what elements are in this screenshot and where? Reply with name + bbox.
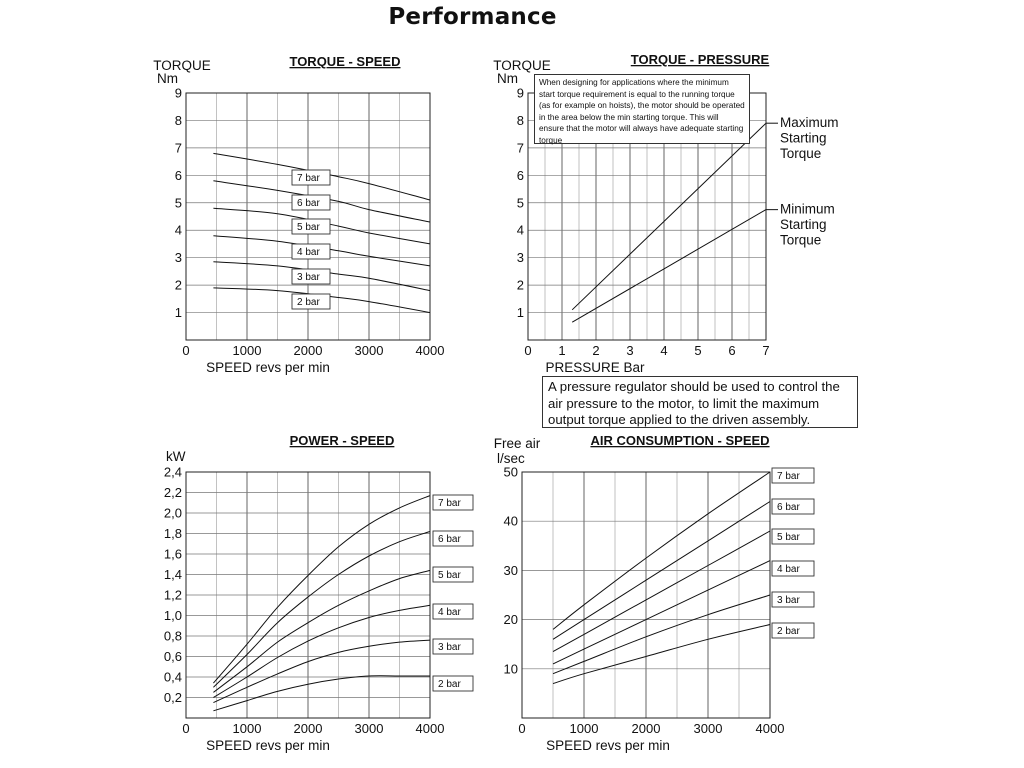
x-tick-label: 3 <box>626 343 634 358</box>
y-tick-label: 6 <box>174 167 182 183</box>
start-torque-note: When designing for applications where the minimum start torque requirement is equal to the running torque (as for example on hoists), the motor should be operated in the area below the min starting torque. This will ensure that the motor will always have adequate starting torque <box>534 74 750 144</box>
series-line <box>572 123 766 310</box>
y-tick-label: 7 <box>174 140 182 156</box>
y-tick-label: 1 <box>174 305 182 321</box>
x-tick-label: 3000 <box>354 721 384 736</box>
series-line <box>213 640 430 703</box>
series-tag: 6 bar <box>777 502 800 513</box>
series-tag: 4 bar <box>438 607 461 618</box>
y-tick-label: 1,8 <box>163 526 182 541</box>
x-tick-label: 4000 <box>755 721 785 736</box>
x-tick-label: 3000 <box>693 721 723 736</box>
series-line <box>213 532 430 688</box>
series-line <box>553 561 770 664</box>
x-tick-label: 4 <box>660 343 668 358</box>
series-label: Maximum Starting Torque <box>780 115 839 162</box>
x-tick-label: 1000 <box>569 721 599 736</box>
x-axis-label: SPEED revs per min <box>206 360 330 375</box>
series-tag: 5 bar <box>297 222 320 233</box>
series-tag: 6 bar <box>297 198 320 209</box>
x-tick-label: 7 <box>762 343 770 358</box>
y-tick-label: 0,2 <box>163 690 182 705</box>
torque-speed-chart <box>153 54 444 375</box>
y-tick-label: 1 <box>516 305 524 321</box>
chart-title: POWER - SPEED <box>289 433 395 448</box>
y-tick-label: 2,2 <box>163 485 182 500</box>
y-tick-label: 2,4 <box>163 464 182 480</box>
x-tick-label: 5 <box>694 343 702 358</box>
series-label: Minimum Starting Torque <box>780 201 835 248</box>
y-tick-label: 2,0 <box>163 505 182 521</box>
y-tick-label: 0,4 <box>163 669 182 685</box>
series-line <box>553 531 770 652</box>
y-axis-unit: Nm <box>497 71 518 86</box>
air-speed-chart <box>494 433 814 753</box>
power-speed-chart <box>164 433 473 753</box>
y-tick-label: 1,2 <box>163 587 182 603</box>
y-tick-label: 3 <box>516 250 524 266</box>
pressure-regulator-note: A pressure regulator should be used to control the air pressure to the motor, to limit the maximum output torque applied to the driven assembly. <box>542 376 858 428</box>
x-tick-label: 0 <box>524 343 532 358</box>
y-tick-label: 30 <box>503 562 518 578</box>
y-tick-label: 0,8 <box>163 628 182 644</box>
x-tick-label: 1000 <box>232 721 262 736</box>
y-tick-label: 50 <box>503 464 518 480</box>
x-tick-label: 4000 <box>415 721 445 736</box>
x-tick-label: 0 <box>182 343 190 358</box>
y-tick-label: 7 <box>516 140 524 156</box>
x-tick-label: 6 <box>728 343 736 358</box>
y-tick-label: 1,0 <box>163 608 182 623</box>
x-tick-label: 2000 <box>293 721 323 736</box>
series-tag: 3 bar <box>777 595 800 606</box>
series-tag: 7 bar <box>297 173 320 184</box>
y-tick-label: 20 <box>503 612 518 628</box>
y-tick-label: 2 <box>516 277 524 293</box>
y-axis-label: Free air <box>493 436 541 451</box>
y-axis-unit: kW <box>166 449 186 464</box>
y-tick-label: 1,6 <box>163 546 182 562</box>
chart-title: AIR CONSUMPTION - SPEED <box>590 433 770 448</box>
page-title: Performance <box>388 4 557 30</box>
x-tick-label: 1 <box>558 343 566 358</box>
y-tick-label: 4 <box>174 222 182 238</box>
y-axis-label: TORQUE <box>153 58 211 73</box>
x-tick-label: 1000 <box>232 343 262 358</box>
y-tick-label: 2 <box>174 277 182 293</box>
x-axis-label: PRESSURE Bar <box>545 360 645 375</box>
y-tick-label: 1,4 <box>163 567 182 582</box>
series-tag: 3 bar <box>438 642 461 653</box>
series-line <box>553 595 770 674</box>
x-tick-label: 0 <box>182 721 190 736</box>
series-line <box>213 605 430 697</box>
series-tag: 2 bar <box>438 679 461 690</box>
series-tag: 5 bar <box>777 532 800 543</box>
y-tick-label: 8 <box>174 112 182 128</box>
x-tick-label: 3000 <box>354 343 384 358</box>
x-tick-label: 2000 <box>293 343 323 358</box>
y-tick-label: 3 <box>174 250 182 266</box>
series-tag: 7 bar <box>438 498 461 509</box>
y-tick-label: 8 <box>516 112 524 128</box>
y-tick-label: 5 <box>174 195 182 211</box>
chart-title: TORQUE - PRESSURE <box>630 52 770 67</box>
series-tag: 4 bar <box>297 247 320 258</box>
y-tick-label: 4 <box>516 222 524 238</box>
y-tick-label: 9 <box>174 85 182 101</box>
x-tick-label: 2000 <box>631 721 661 736</box>
chart-title: TORQUE - SPEED <box>289 54 401 69</box>
series-tag: 2 bar <box>297 297 320 308</box>
series-tag: 5 bar <box>438 570 461 581</box>
y-tick-label: 10 <box>503 661 518 677</box>
series-line <box>213 570 430 692</box>
x-tick-label: 2 <box>592 343 600 358</box>
y-axis-unit: Nm <box>157 71 178 86</box>
series-tag: 6 bar <box>438 534 461 545</box>
y-tick-label: 5 <box>516 195 524 211</box>
y-tick-label: 6 <box>516 167 524 183</box>
x-axis-label: SPEED revs per min <box>546 738 670 753</box>
y-tick-label: 40 <box>503 513 518 529</box>
x-tick-label: 4000 <box>415 343 445 358</box>
series-tag: 7 bar <box>777 471 800 482</box>
series-tag: 2 bar <box>777 626 800 637</box>
y-tick-label: 9 <box>516 85 524 101</box>
series-tag: 4 bar <box>777 564 800 575</box>
series-line <box>553 472 770 629</box>
x-axis-label: SPEED revs per min <box>206 738 330 753</box>
y-axis-unit: l/sec <box>497 451 525 466</box>
series-line <box>572 210 766 323</box>
x-tick-label: 0 <box>518 721 526 736</box>
series-line <box>213 676 430 711</box>
y-axis-label: TORQUE <box>493 58 551 73</box>
series-tag: 3 bar <box>297 272 320 283</box>
y-tick-label: 0,6 <box>163 649 182 664</box>
